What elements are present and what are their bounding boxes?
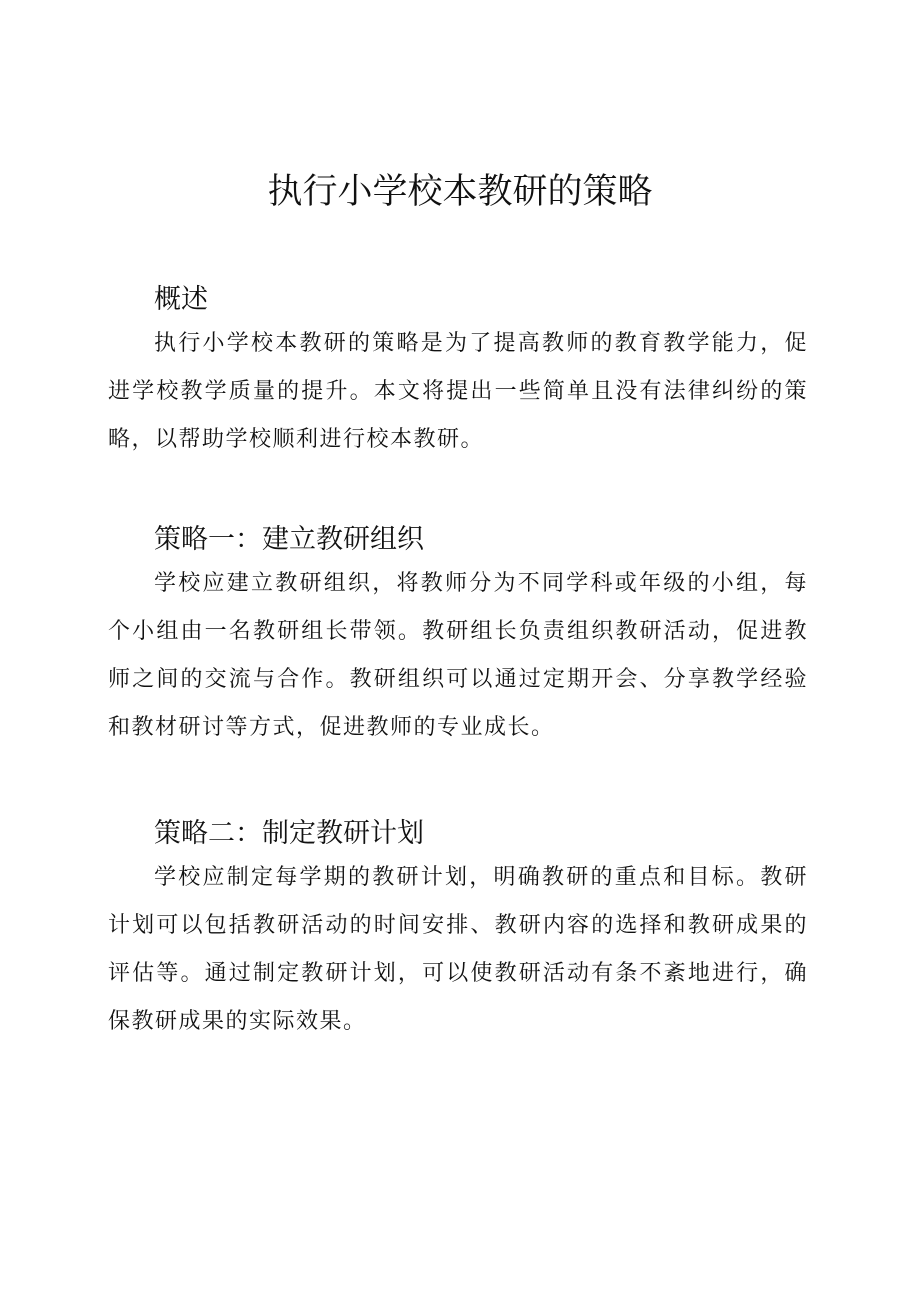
section-heading-overview: 概述 (154, 284, 208, 315)
section-heading-strategy-one: 策略一：建立教研组织 (154, 524, 424, 555)
section-body-strategy-one: 学校应建立教研组织，将教师分为不同学科或年级的小组，每个小组由一名教研组长带领。教研组长负责组织教研活动，促进教师之间的交流与合作。教研组织可以通过定期开会、分享教学经验和教材研讨等方式，促进教师的专业成长。 (108, 571, 808, 740)
section-heading-strategy-two: 策略二：制定教研计划 (154, 818, 424, 849)
document-title: 执行小学校本教研的策略 (267, 172, 653, 212)
section-body-overview: 执行小学校本教研的策略是为了提高教师的教育教学能力，促进学校教学质量的提升。本文将提出一些简单且没有法律纠纷的策略，以帮助学校顺利进行校本教研。 (108, 331, 808, 452)
section-strategy-one (108, 520, 808, 752)
section-overview (108, 280, 808, 464)
section-body-strategy-two: 学校应制定每学期的教研计划，明确教研的重点和目标。教研计划可以包括教研活动的时间安排、教研内容的选择和教研成果的评估等。通过制定教研计划，可以使教研活动有条不紊地进行，确保教研成果的实际效果。 (108, 865, 808, 1034)
section-strategy-two (108, 814, 808, 1046)
